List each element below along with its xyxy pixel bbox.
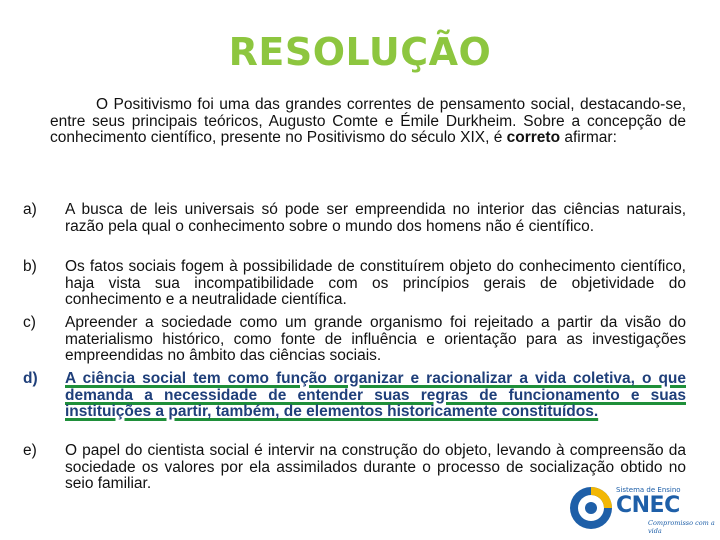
- question-text: [50, 97, 686, 147]
- option-text: Os fatos sociais fogem à possibilidade de constituírem objeto do conhecimento científico, haja vista sua incompatibilidade com os princípios gerais de objetividade do conhecimento e a neutralidade científica.: [65, 258, 686, 309]
- cnec-logo-icon: [568, 485, 614, 531]
- question-text-after: afirmar:: [560, 129, 617, 147]
- slide-title: RESOLUÇÃO: [228, 30, 492, 74]
- option-letter: c): [23, 314, 36, 331]
- option-text: Apreender a sociedade como um grande organismo foi rejeitado a partir da visão do materialismo histórico, como fonte de influência e orientação para as investigações empreendidas no âmbito das ciências sociais.: [65, 314, 686, 365]
- question-text-before: O Positivismo foi uma das grandes correntes de pensamento social, destacando-se, entre seus principais teóricos, Augusto Comte e Émile Durkheim. Sobre a concepção de conhecimento científico, presente no Positivismo do século XIX, é: [50, 96, 686, 147]
- logo-tagline: Compromisso com a vida: [648, 519, 715, 535]
- option-letter: e): [23, 442, 37, 459]
- option-text: A busca de leis universais só pode ser empreendida no interior das ciências naturais, razão pela qual o conhecimento sobre o mundo dos homens não é científico.: [65, 201, 686, 235]
- option-text: O papel do cientista social é intervir na construção do objeto, levando à compreensão da sociedade os valores por ela assimilados durante o processo de socialização obtido no seio familiar.: [65, 442, 686, 493]
- cnec-logo: [566, 482, 716, 534]
- logo-subtitle: Sistema de Ensino: [616, 486, 681, 494]
- option-text-highlighted: A ciência social tem como função organizar e racionalizar a vida coletiva, o que demanda a necessidade de entender suas regras de funcionamento e suas instituições a partir, também, de elementos historicamente constituídos.: [65, 370, 686, 421]
- option-letter: d): [23, 370, 38, 387]
- question-emphasis: correto: [506, 129, 561, 147]
- logo-name: CNEC: [616, 493, 680, 518]
- option-letter: b): [23, 258, 37, 275]
- option-letter: a): [23, 201, 37, 218]
